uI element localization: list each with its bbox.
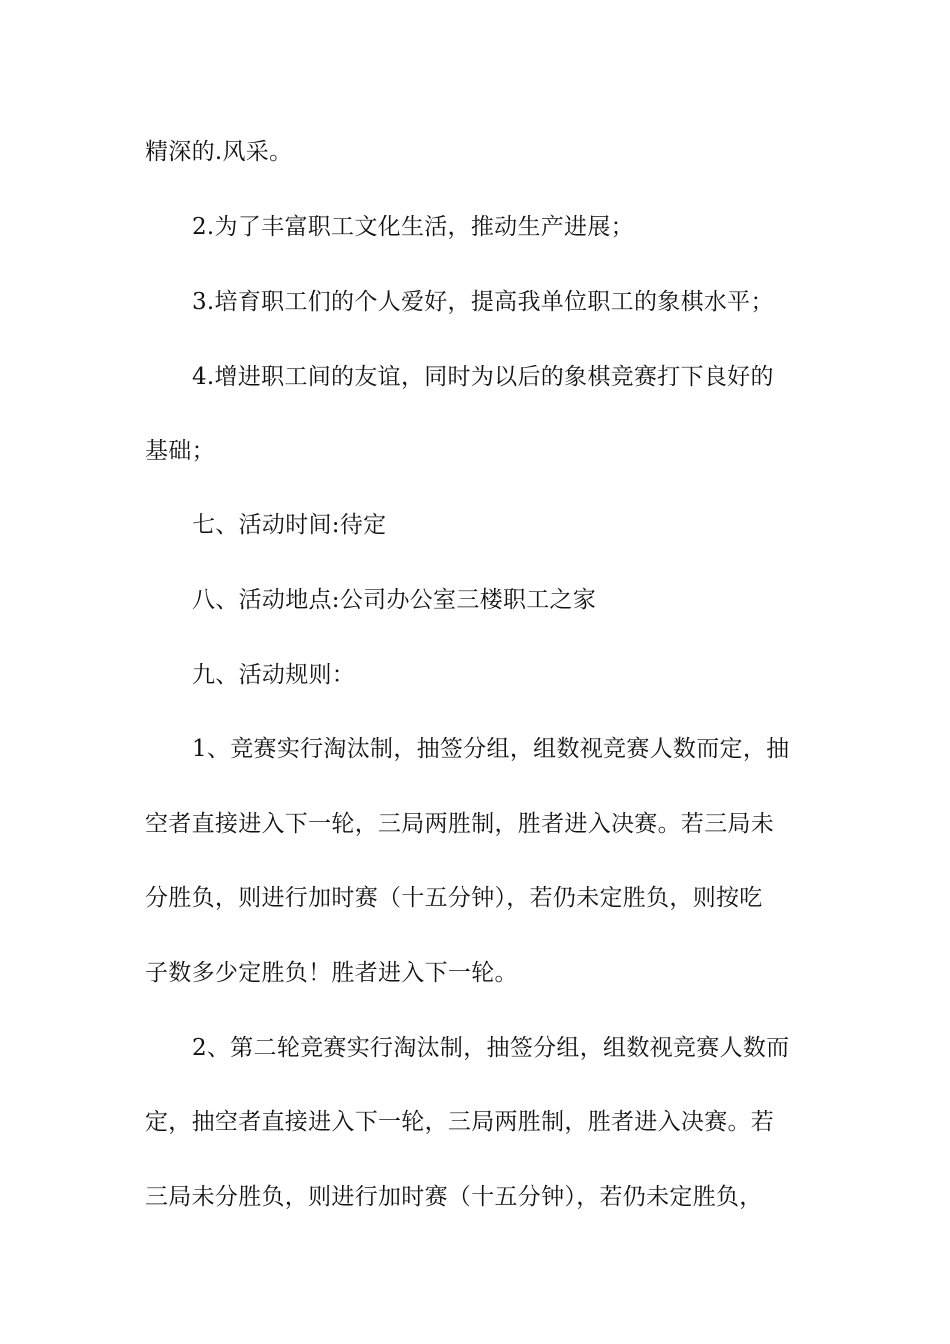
section-heading: 八、活动地点:公司办公室三楼职工之家 [192, 587, 597, 613]
text-line: 基础； [145, 438, 215, 464]
text-line: 空者直接进入下一轮，三局两胜制，胜者进入决赛。若三局未 [145, 811, 775, 837]
section-heading: 九、活动规则： [192, 662, 356, 688]
text-line: 1、竞赛实行淘汰制，抽签分组，组数视竞赛人数而定，抽 [192, 736, 790, 762]
text-line: 定，抽空者直接进入下一轮，三局两胜制，胜者进入决赛。若 [145, 1109, 775, 1135]
section-heading: 七、活动时间:待定 [192, 512, 387, 538]
text-line: 2.为了丰富职工文化生活，推动生产进展； [192, 214, 634, 240]
text-line: 精深的.风采。 [145, 139, 293, 165]
text-line: 三局未分胜负，则进行加时赛（十五分钟），若仍未定胜负， [145, 1184, 763, 1210]
text-line: 2、第二轮竞赛实行淘汰制，抽签分组，组数视竞赛人数而 [192, 1035, 790, 1061]
text-line: 3.培育职工们的个人爱好，提高我单位职工的象棋水平； [192, 289, 774, 315]
text-line: 4.增进职工间的友谊，同时为以后的象棋竞赛打下良好的 [192, 364, 774, 390]
text-line: 子数多少定胜负！胜者进入下一轮。 [145, 960, 518, 986]
text-line: 分胜负，则进行加时赛（十五分钟），若仍未定胜负，则按吃 [145, 885, 763, 911]
